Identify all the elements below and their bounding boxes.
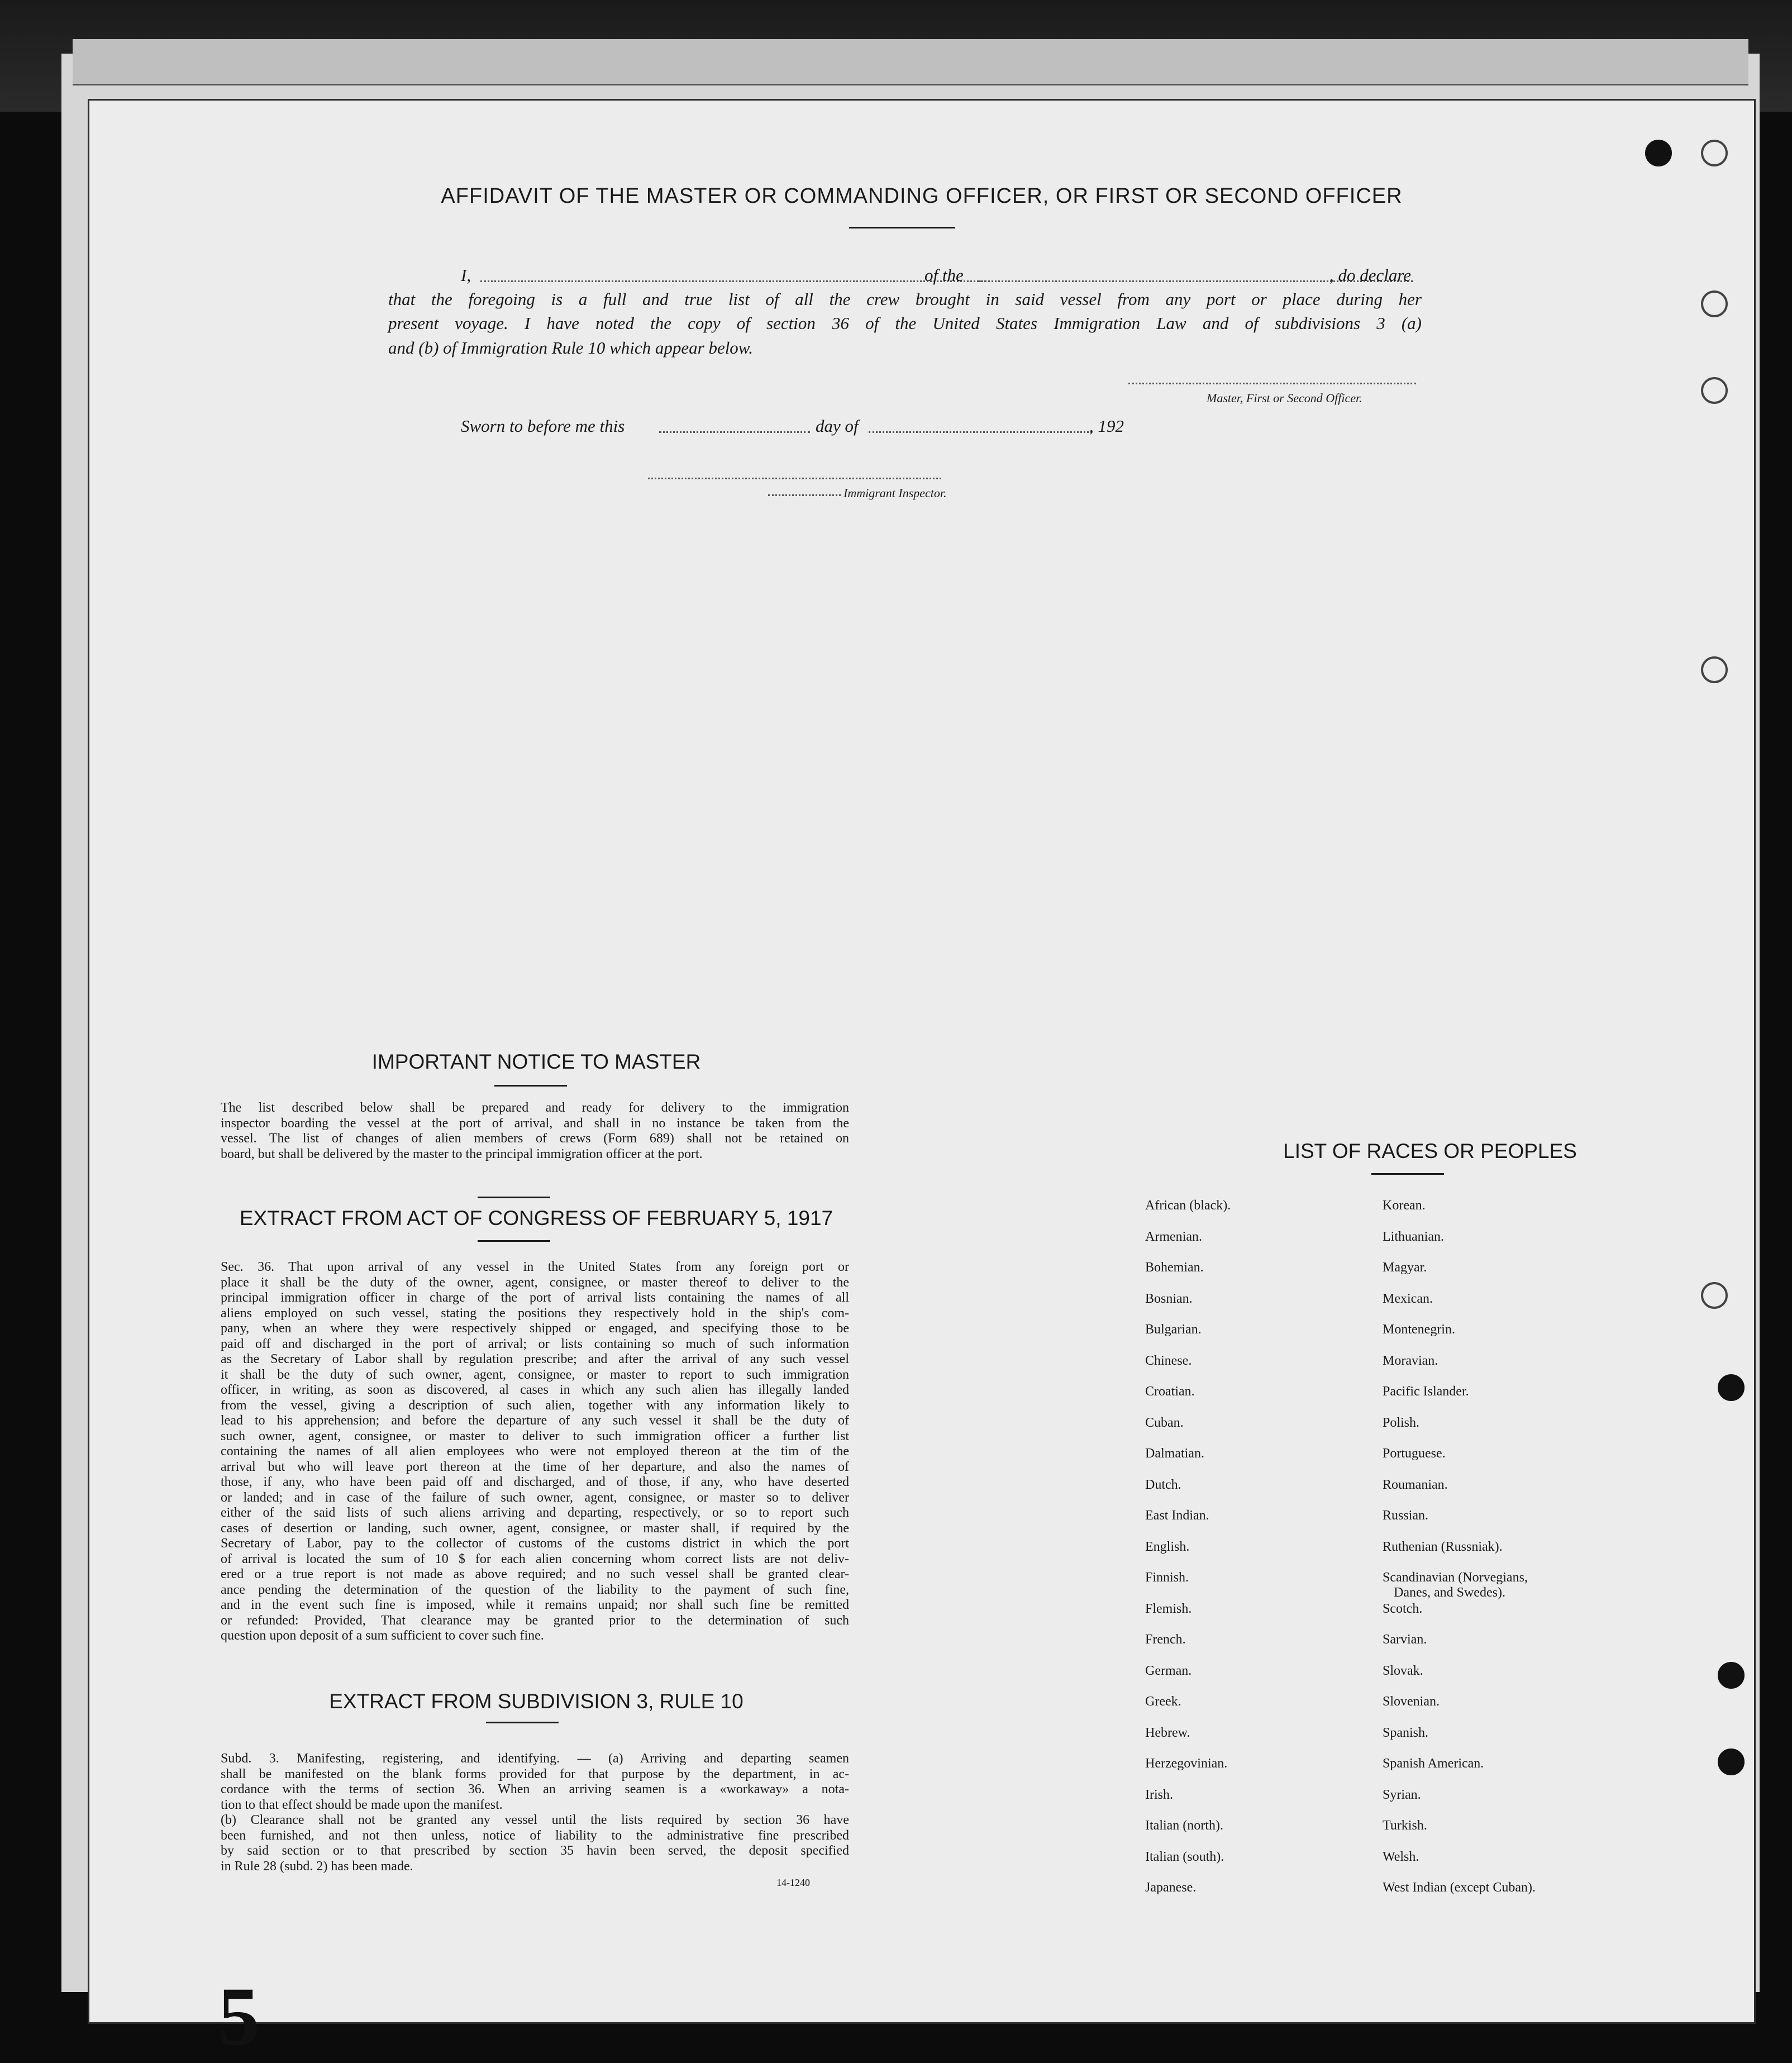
race-left-item: Cuban. [1145, 1415, 1184, 1430]
binder-hole-icon [1701, 290, 1728, 317]
sworn-start: Sworn to before me this [461, 416, 625, 436]
race-left-item: Flemish. [1145, 1601, 1192, 1616]
race-right-item: Danes, and Swedes). [1394, 1585, 1505, 1600]
binder-hole-icon [1701, 377, 1728, 404]
affidavit-line4: and (b) of Immigration Rule 10 which appear below. [388, 338, 753, 358]
day-blank[interactable] [659, 431, 810, 433]
act-line: lead to his apprehension; and before the departure of any such vessel it shall be the duty of [221, 1413, 849, 1428]
act-line: pany, when an where they were respectively shipped or engaged, and specifying those to be [221, 1321, 849, 1336]
race-right-item: Sarvian. [1383, 1632, 1427, 1647]
race-right-item: Syrian. [1383, 1787, 1421, 1802]
sworn-end: , 192 [1089, 416, 1124, 436]
act-line: or refunded: Provided, That clearance may be granted prior to the determination of such [221, 1613, 849, 1628]
notice-line: vessel. The list of changes of alien members of crews (Form 689) shall not be retained on [221, 1131, 849, 1146]
notice-line: The list described below shall be prepared and ready for delivery to the immigration [221, 1100, 849, 1115]
act-line: Secretary of Labor, pay to the collector of customs of the customs district in which the port [221, 1536, 849, 1551]
inspector-blank-short [768, 494, 841, 496]
race-left-item: Dalmatian. [1145, 1446, 1204, 1461]
race-left-item: Hebrew. [1145, 1725, 1190, 1740]
extract-rule-title: EXTRACT FROM SUBDIVISION 3, RULE 10 [329, 1690, 744, 1713]
act-line: Sec. 36. That upon arrival of any vessel in the United States from any foreign port or [221, 1260, 849, 1274]
act-line: arrival but who will leave port thereon at the time of her departure, and also the names of [221, 1459, 849, 1474]
act-line: ance pending the determination of the question of the liability to the payment of such fine, [221, 1582, 849, 1597]
act-line: and in the event such fine is imposed, while it remains unpaid; nor shall such fine be remitted [221, 1598, 849, 1612]
race-left-item: Chinese. [1145, 1353, 1192, 1368]
page-number: 5 [218, 1970, 249, 2063]
extract-act-divider-top [478, 1197, 550, 1198]
race-right-item: Spanish. [1383, 1725, 1429, 1740]
act-line: officer, in writing, as soon as discovered, al cases in which any such alien has illegally landed [221, 1383, 849, 1397]
rule-line: cordance with the terms of section 36. When an arriving seamen is a «workaway» a nota- [221, 1782, 849, 1797]
rule-line: tion to that effect should be made upon the manifest. [221, 1797, 503, 1812]
race-left-item: Bohemian. [1145, 1260, 1204, 1275]
race-right-item: Magyar. [1383, 1260, 1427, 1275]
race-left-item: French. [1145, 1632, 1186, 1647]
race-left-item: Bulgarian. [1145, 1322, 1202, 1337]
form-number: 14-1240 [776, 1877, 810, 1888]
affidavit-title: AFFIDAVIT OF THE MASTER OR COMMANDING OFFICER, OR FIRST OR SECOND OFFICER [441, 184, 1403, 208]
race-left-item: German. [1145, 1663, 1192, 1678]
race-right-item: Russian. [1383, 1508, 1429, 1523]
act-line: cases of desertion or landing, such owner, agent, consignee, or master shall, if required by the [221, 1521, 849, 1536]
race-left-item: Greek. [1145, 1694, 1181, 1709]
signature-label: Master, First or Second Officer. [1207, 391, 1362, 405]
sworn-mid: day of [816, 416, 859, 436]
race-right-item: West Indian (except Cuban). [1383, 1880, 1536, 1895]
inspector-blank[interactable] [648, 478, 941, 479]
act-line: paid off and discharged in the port of arrival; or lists containing so much of such information [221, 1336, 849, 1351]
act-line: containing the names of all alien employees who were not employed thereon at the tim of the [221, 1444, 849, 1459]
act-line: of arrival is located the sum of 10 $ for each alien concerning whom correct lists are not deliv- [221, 1551, 849, 1566]
rule-line: in Rule 28 (subd. 2) has been made. [221, 1859, 413, 1874]
race-right-item: Scandinavian (Norvegians, [1383, 1570, 1528, 1585]
race-left-item: African (black). [1145, 1198, 1231, 1213]
race-right-item: Ruthenian (Russniak). [1383, 1539, 1503, 1554]
race-right-item: Pacific Islander. [1383, 1384, 1469, 1399]
race-right-item: Montenegrin. [1383, 1322, 1455, 1337]
affidavit-line3: present voyage. I have noted the copy of section 36 of the United States Immigration Law and of subdivisions 3 (a) [388, 313, 1422, 333]
race-left-item: Finnish. [1145, 1570, 1189, 1585]
binder-hole-icon [1718, 1662, 1745, 1689]
rule-line: by said section or to that prescribed by section 35 havin been served, the deposit specified [221, 1843, 849, 1858]
affidavit-line1-end: , do declare [1329, 265, 1412, 285]
notice-line: inspector boarding the vessel at the port of arrival, and shall in no instance be taken from the [221, 1116, 849, 1131]
rule-line: Subd. 3. Manifesting, registering, and identifying. — (a) Arriving and departing seamen [221, 1751, 849, 1766]
signature-blank[interactable] [1128, 383, 1416, 384]
affidavit-line1-mid: of the [924, 265, 964, 285]
affidavit-line1-start: I, [461, 265, 471, 285]
binder-hole-icon [1701, 656, 1728, 683]
binding-strip [73, 39, 1748, 85]
extract-act-title: EXTRACT FROM ACT OF CONGRESS OF FEBRUARY 5, 1917 [239, 1207, 833, 1230]
act-line: from the vessel, giving a description of such alien, together with any information likely to [221, 1398, 849, 1413]
month-blank[interactable] [869, 431, 1092, 433]
act-line: ered or a true report is not made as above required; and no such vessel shall be granted clear- [221, 1567, 849, 1581]
act-line: aliens employed on such vessel, stating the positions they respectively hold in the ship's com- [221, 1306, 849, 1321]
act-line: those, if any, who have been paid off and discharged, and of those, if any, who have deserted [221, 1475, 849, 1489]
race-right-item: Portuguese. [1383, 1446, 1446, 1461]
race-left-item: Italian (north). [1145, 1818, 1223, 1833]
binder-hole-icon [1645, 140, 1672, 166]
notice-body [221, 1100, 849, 1162]
races-divider [1371, 1173, 1444, 1175]
binder-hole-icon [1718, 1748, 1745, 1775]
act-line: question upon deposit of a sum sufficient to cover such fine. [221, 1628, 544, 1643]
binder-hole-icon [1701, 140, 1728, 166]
binder-hole-icon [1701, 1282, 1728, 1309]
act-line: it shall be the duty of such owner, agent, consignee, or master to report to such immigration [221, 1367, 849, 1382]
binder-hole-icon [1718, 1374, 1745, 1401]
act-line: as the Secretary of Labor shall by regulation prescribe; and after the arrival of any such vessel [221, 1352, 849, 1366]
extract-act-body [221, 1260, 849, 1644]
document-page [89, 101, 1754, 2063]
race-right-item: Scotch. [1383, 1601, 1423, 1616]
race-left-item: Japanese. [1145, 1880, 1197, 1895]
act-line: or landed; and in case of the failure of such owner, agent, consignee, or master so to deliver [221, 1490, 849, 1505]
race-right-item: Turkish. [1383, 1818, 1427, 1833]
races-title: LIST OF RACES OR PEOPLES [1283, 1140, 1577, 1162]
notice-divider [494, 1085, 567, 1087]
act-line: such owner, agent, consignee, or master to deliver to such immigration officer a further list [221, 1428, 849, 1443]
rule-line: (b) Clearance shall not be granted any vessel until the lists required by section 36 have [221, 1813, 849, 1827]
inspector-label: Immigrant Inspector. [843, 486, 947, 500]
race-left-item: Croatian. [1145, 1384, 1195, 1399]
race-right-item: Polish. [1383, 1415, 1420, 1430]
notice-line: board, but shall be delivered by the master to the principal immigration officer at the port. [221, 1146, 703, 1161]
race-right-item: Slovak. [1383, 1663, 1423, 1678]
act-line: place it shall be the duty of the owner, agent, consignee, or master thereof to deliver to the [221, 1275, 849, 1290]
race-left-item: Dutch. [1145, 1477, 1181, 1492]
race-left-item: Herzegovinian. [1145, 1756, 1228, 1771]
affidavit-line2: that the foregoing is a full and true list of all the crew brought in said vessel from any port or place during her [388, 289, 1422, 309]
title-divider [849, 227, 955, 228]
race-right-item: Lithuanian. [1383, 1229, 1444, 1244]
race-right-item: Korean. [1383, 1198, 1426, 1213]
extract-act-divider [478, 1240, 550, 1242]
notice-title: IMPORTANT NOTICE TO MASTER [371, 1050, 701, 1073]
race-right-item: Mexican. [1383, 1291, 1433, 1306]
act-line: either of the said lists of such aliens arriving and departing, respectively, or so to report such [221, 1505, 849, 1520]
race-right-item: Roumanian. [1383, 1477, 1448, 1492]
extract-rule-body [221, 1751, 849, 1874]
name-blank[interactable] [480, 280, 986, 282]
extract-rule-divider [486, 1722, 559, 1723]
race-right-item: Slovenian. [1383, 1694, 1440, 1709]
race-right-item: Welsh. [1383, 1849, 1419, 1864]
race-right-item: Moravian. [1383, 1353, 1438, 1368]
race-left-item: Bosnian. [1145, 1291, 1193, 1306]
act-line: principal immigration officer in charge of the port of arrival lists containing the names of all [221, 1290, 849, 1305]
rule-line: shall be manifested on the blank forms provided for that purpose by the department, in ac- [221, 1766, 849, 1781]
race-left-item: Armenian. [1145, 1229, 1202, 1244]
race-left-item: Italian (south). [1145, 1849, 1224, 1864]
race-right-item: Spanish American. [1383, 1756, 1484, 1771]
rule-line: been furnished, and not then unless, notice of liability to the administrative fine prescribed [221, 1828, 849, 1843]
race-left-item: East Indian. [1145, 1508, 1209, 1523]
race-left-item: English. [1145, 1539, 1190, 1554]
race-left-item: Irish. [1145, 1787, 1173, 1802]
